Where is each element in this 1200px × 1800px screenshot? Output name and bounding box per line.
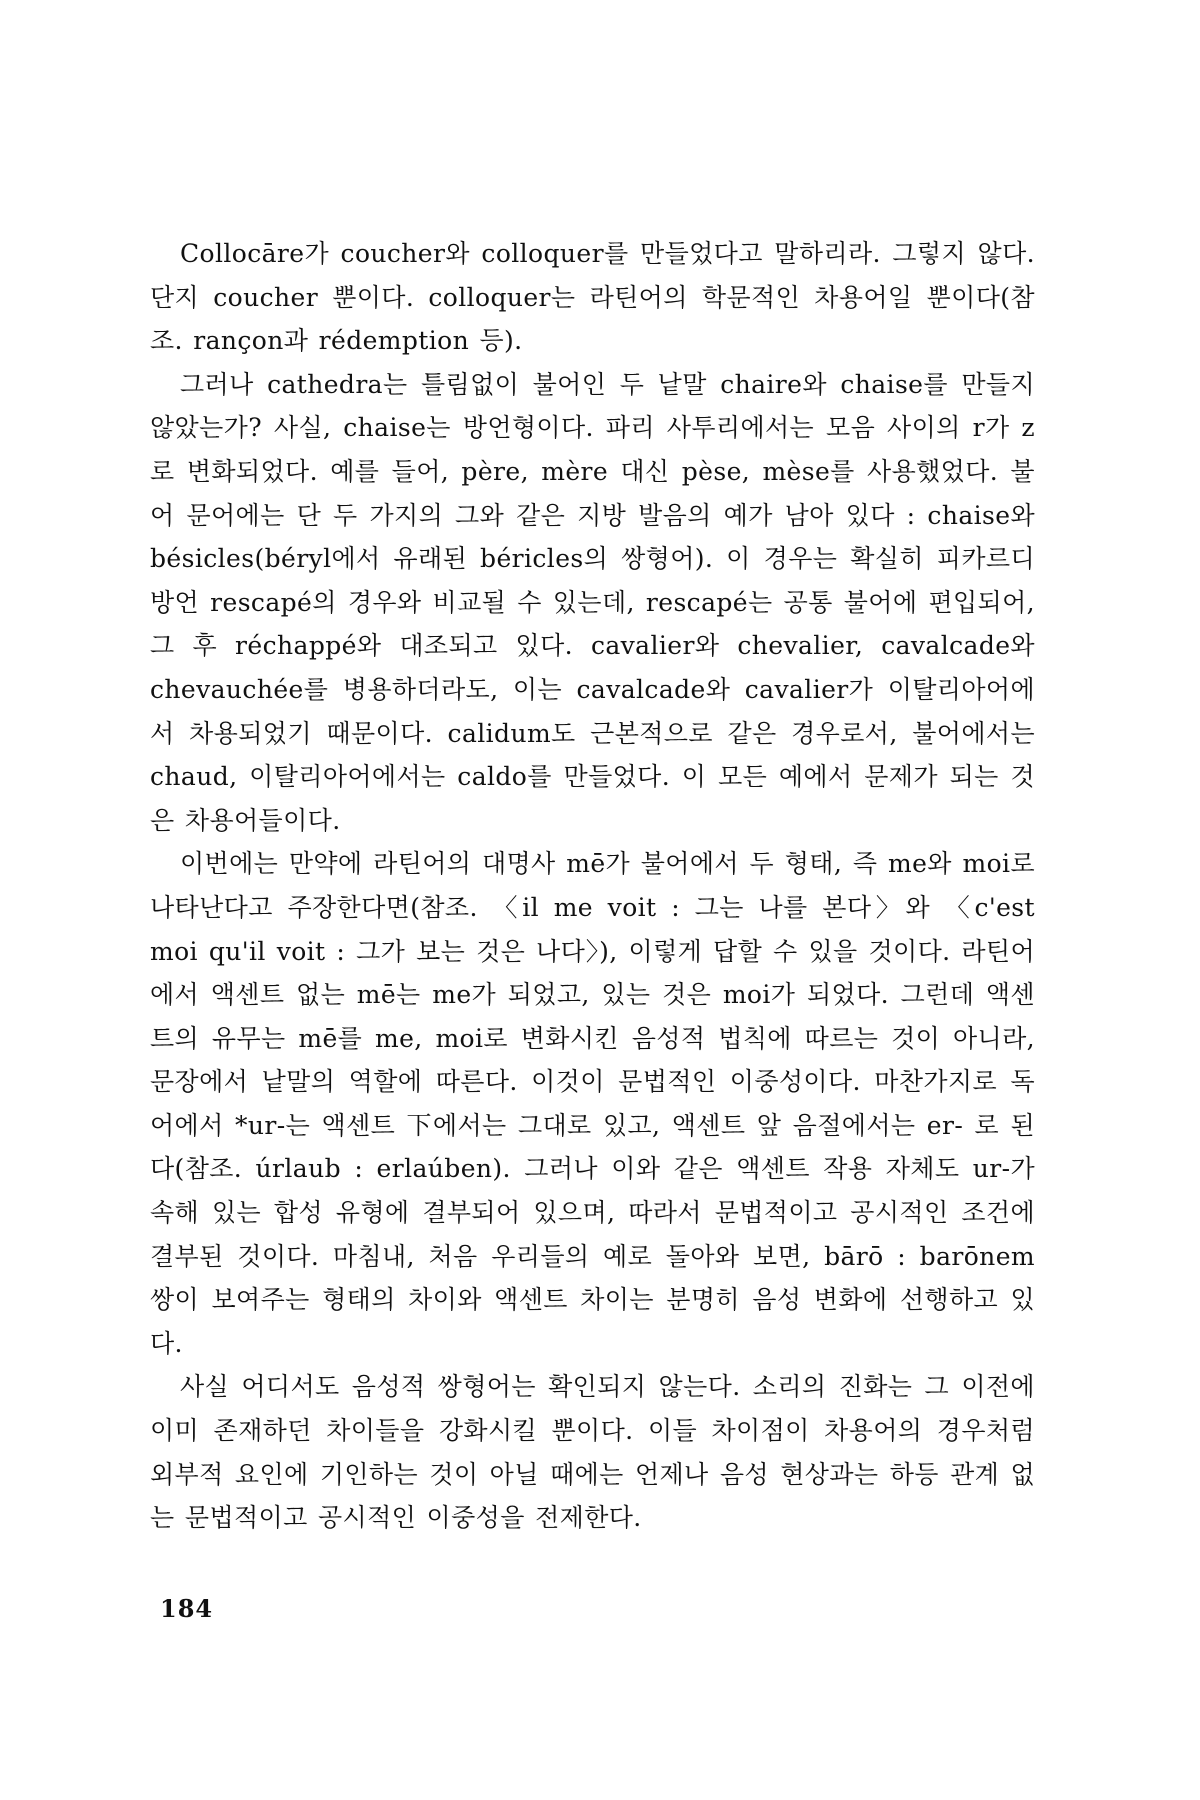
paragraph-2: 그러나 cathedra는 틀림없이 불어인 두 낱말 chaire와 chaise를 만들지 않았는가? 사실, chaise는 방언형이다. 파리 사투리에서는 모음 사이의 r가 z로 변화되었다. 예를 들어, père, mère 대신 pèse, mèse를 사용했었다. 불어 문어에는 단 두 가지의 그와 같은 지방 발음의 예가 남아 있다 : chaise와 bésicles(béryl에서 유래된 béricles의 쌍형어). 이 경우는 확실히 피카르디 방언 rescapé의 경우와 비교될 수 있는데, rescapé는 공통 불어에 편입되어, 그 후 réchappé와 대조되고 있다. cavalier와 chevalier, cavalcade와 chevauchée를 병용하더라도, 이는 cavalcade와 cavalier가 이탈리아어에서 차용되었기 때문이다. calidum도 근본적으로 같은 경우로서, 불어에서는 chaud, 이탈리아어에서는 caldo를 만들었다. 이 모든 예에서 문제가 되는 것은 차용어들이다. [150, 369, 1035, 835]
paragraph-1: Collocāre가 coucher와 colloquer를 만들었다고 말하리라. 그렇지 않다. 단지 coucher 뿐이다. colloquer는 라틴어의 학문적인 차용어일 뿐이다(참조. rançon과 rédemption 등). [150, 239, 1035, 356]
page-body [150, 232, 1035, 1540]
paragraph-4: 사실 어디서도 음성적 쌍형어는 확인되지 않는다. 소리의 진화는 그 이전에 이미 존재하던 차이들을 강화시킬 뿐이다. 이들 차이점이 차용어의 경우처럼 외부적 요인에 기인하는 것이 아닐 때에는 언제나 음성 현상과는 하등 관계 없는 문법적이고 공시적인 이중성을 전제한다. [150, 1372, 1035, 1533]
page-number: 184 [160, 1594, 214, 1623]
paragraph-3: 이번에는 만약에 라틴어의 대명사 mē가 불어에서 두 형태, 즉 me와 moi로 나타난다고 주장한다면(참조. 〈il me voit : 그는 나를 본다〉와 〈c'est moi qu'il voit : 그가 보는 것은 나다〉), 이렇게 답할 수 있을 것이다. 라틴어에서 액센트 없는 mē는 me가 되었고, 있는 것은 moi가 되었다. 그런데 액센트의 유무는 mē를 me, moi로 변화시킨 음성적 법칙에 따르는 것이 아니라, 문장에서 낱말의 역할에 따른다. 이것이 문법적인 이중성이다. 마찬가지로 독어에서 *ur-는 액센트 下에서는 그대로 있고, 액센트 앞 음절에서는 er- 로 된다(참조. úrlaub : erlaúben). 그러나 이와 같은 액센트 작용 자체도 ur-가 속해 있는 합성 유형에 결부되어 있으며, 따라서 문법적이고 공시적인 조건에 결부된 것이다. 마침내, 처음 우리들의 예로 돌아와 보면, bārō : barōnem 쌍이 보여주는 형태의 차이와 액센트 차이는 분명히 음성 변화에 선행하고 있다. [150, 849, 1035, 1358]
